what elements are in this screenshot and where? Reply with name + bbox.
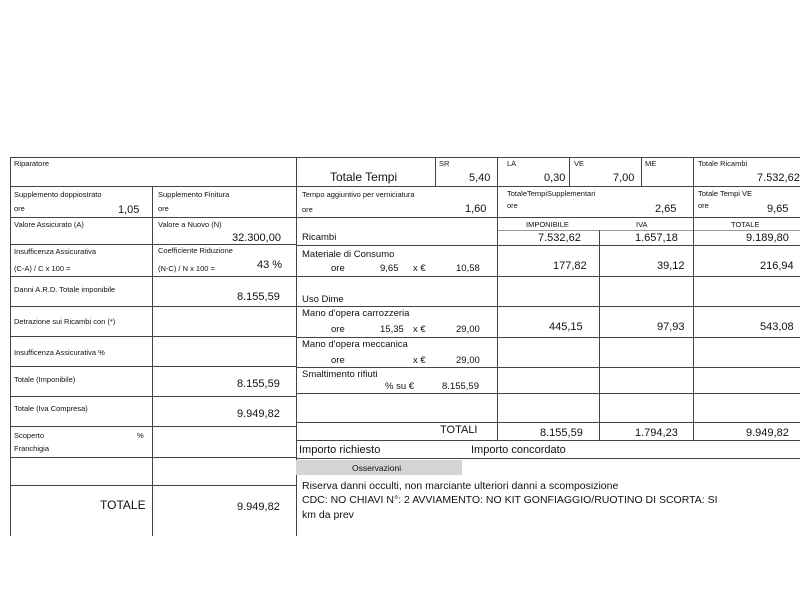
totali-iva: 1.794,23 xyxy=(635,427,678,439)
materiale-consumo-x: x € xyxy=(413,263,426,274)
la-value: 0,30 xyxy=(544,172,566,184)
totali-imponibile: 8.155,59 xyxy=(540,427,583,439)
scoperto-label: Scoperto xyxy=(14,431,45,440)
totali-totale: 9.949,82 xyxy=(746,427,789,439)
smaltimento-base: 8.155,59 xyxy=(442,381,479,392)
osservazioni-line1: Riserva danni occulti, non marciante ulteriori danni a scomposizione xyxy=(302,480,619,492)
valore-assicurato-label: Valore Assicurato (A) xyxy=(14,220,84,229)
col-header-iva: IVA xyxy=(636,220,648,229)
la-label: LA xyxy=(507,159,517,168)
sr-label: SR xyxy=(439,159,450,168)
totale-ricambi-value: 7.532,62 xyxy=(757,172,800,184)
totale-iva-label: Totale (Iva Compresa) xyxy=(14,404,88,413)
riparatore-label: Riparatore xyxy=(14,159,50,168)
detrazione-ricambi-label: Detrazione sui Ricambi con (*) xyxy=(14,317,116,326)
ricambi-totale: 9.189,80 xyxy=(746,232,789,244)
supp-doppiostrato-value: 1,05 xyxy=(118,204,140,216)
me-label: ME xyxy=(645,159,657,168)
smaltimento-label: Smaltimento rifiuti xyxy=(302,369,378,380)
scoperto-pct: % xyxy=(137,431,144,440)
totale-imponibile-value: 8.155,59 xyxy=(237,378,280,390)
tempi-supplementari-unit: ore xyxy=(507,201,518,210)
col-header-totale: TOTALE xyxy=(731,220,760,229)
valore-nuovo-value: 32.300,00 xyxy=(232,232,281,244)
ve-value: 7,00 xyxy=(613,172,635,184)
totale-iva-value: 9.949,82 xyxy=(237,408,280,420)
supp-finitura-label: Supplemento Finitura xyxy=(158,190,230,199)
col-header-imponibile: IMPONIBILE xyxy=(526,220,569,229)
mano-meccanica-unit: ore xyxy=(331,355,345,366)
totale-tempi-label: Totale Tempi xyxy=(330,170,398,184)
supp-doppiostrato-label: Supplemento doppiostrato xyxy=(14,190,102,199)
materiale-consumo-qty: 9,65 xyxy=(380,263,399,274)
insuff-assicurativa-formula: (C-A) / C x 100 = xyxy=(14,264,71,273)
mano-carrozzeria-totale: 543,08 xyxy=(760,321,794,333)
materiale-consumo-imponibile: 177,82 xyxy=(553,260,587,272)
importo-richiesto-label: Importo richiesto xyxy=(299,444,381,456)
mano-meccanica-x: x € xyxy=(413,355,426,366)
insuff-assicurativa-label: Insufficenza Assicurativa xyxy=(14,247,96,256)
materiale-consumo-iva: 39,12 xyxy=(657,260,685,272)
tempo-verniciatura-value: 1,60 xyxy=(465,203,487,215)
mano-carrozzeria-x: x € xyxy=(413,324,426,335)
valore-nuovo-label: Valore a Nuovo (N) xyxy=(158,220,222,229)
coeff-riduzione-value: 43 % xyxy=(257,259,283,271)
osservazioni-line3: km da prev xyxy=(302,509,354,521)
mano-carrozzeria-unit: ore xyxy=(331,324,345,335)
ricambi-label: Ricambi xyxy=(302,232,337,243)
totale-finale-value: 9.949,82 xyxy=(237,501,280,513)
materiale-consumo-label: Materiale di Consumo xyxy=(302,249,395,260)
tempi-supplementari-value: 2,65 xyxy=(655,203,677,215)
sr-value: 5,40 xyxy=(469,172,491,184)
osservazioni-line2: CDC: NO CHIAVI N°: 2 AVVIAMENTO: NO KIT GONFIAGGIO/RUOTINO DI SCORTA: SI xyxy=(302,494,718,506)
smaltimento-pct: % su € xyxy=(385,381,415,392)
mano-meccanica-label: Mano d'opera meccanica xyxy=(302,339,408,350)
tempo-verniciatura-label: Tempo aggiuntivo per verniciatura xyxy=(302,190,415,199)
totale-ricambi-label: Totale Ricambi xyxy=(698,159,748,168)
mano-carrozzeria-iva: 97,93 xyxy=(657,321,685,333)
materiale-consumo-unit: ore xyxy=(331,263,345,274)
tempi-ve-label: Totale Tempi VE xyxy=(698,189,753,198)
danni-ard-label: Danni A.R.D. Totale imponibile xyxy=(14,285,116,294)
tempi-supplementari-label: TotaleTempiSupplementari xyxy=(507,189,596,198)
mano-carrozzeria-rate: 29,00 xyxy=(456,324,480,335)
coeff-riduzione-label: Coefficiente Riduzione xyxy=(158,246,233,255)
tempo-verniciatura-unit: ore xyxy=(302,205,313,214)
importo-concordato-label: Importo concordato xyxy=(471,444,566,456)
uso-dime-label: Uso Dime xyxy=(302,294,344,305)
totali-label: TOTALI xyxy=(440,424,478,436)
supp-doppiostrato-unit: ore xyxy=(14,204,25,213)
supp-finitura-unit: ore xyxy=(158,204,169,213)
materiale-consumo-rate: 10,58 xyxy=(456,263,480,274)
mano-meccanica-rate: 29,00 xyxy=(456,355,480,366)
coeff-riduzione-formula: (N-C) / N x 100 = xyxy=(158,264,215,273)
danni-ard-value: 8.155,59 xyxy=(237,291,280,303)
franchigia-label: Franchigia xyxy=(14,444,50,453)
mano-carrozzeria-qty: 15,35 xyxy=(380,324,404,335)
tempi-ve-value: 9,65 xyxy=(767,203,789,215)
osservazioni-label: Osservazioni xyxy=(352,463,402,473)
totale-imponibile-label: Totale (Imponibile) xyxy=(14,375,76,384)
ricambi-iva: 1.657,18 xyxy=(635,232,678,244)
ve-label: VE xyxy=(574,159,585,168)
mano-carrozzeria-label: Mano d'opera carrozzeria xyxy=(302,308,410,319)
materiale-consumo-totale: 216,94 xyxy=(760,260,794,272)
insuff-percent-label: Insufficenza Assicurativa % xyxy=(14,348,105,357)
totale-finale-label: TOTALE xyxy=(100,498,146,512)
tempi-ve-unit: ore xyxy=(698,201,709,210)
mano-carrozzeria-imponibile: 445,15 xyxy=(549,321,583,333)
ricambi-imponibile: 7.532,62 xyxy=(538,232,581,244)
